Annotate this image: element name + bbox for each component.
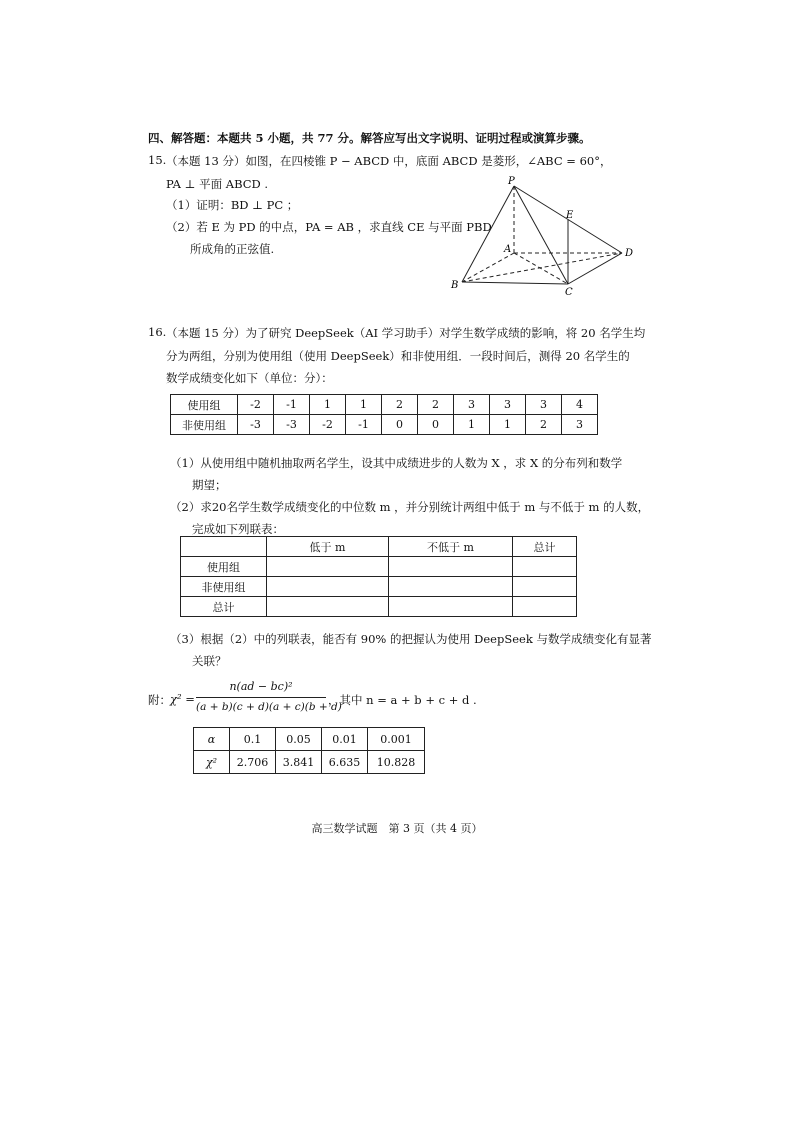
table-row	[181, 537, 577, 557]
table-cell: 3	[454, 395, 490, 415]
table-cell: 10.828	[368, 751, 425, 774]
table-cell: 2	[418, 395, 454, 415]
row-label: 非使用组	[181, 577, 267, 597]
table-header: 低于 m	[267, 537, 389, 557]
table-row	[181, 597, 577, 617]
label-E: E	[566, 210, 574, 221]
q15-part1: （1）证明：BD ⊥ PC ；	[166, 198, 299, 212]
table-cell: -1	[346, 415, 382, 435]
q16-part2-line2: 完成如下列联表：	[192, 522, 284, 536]
table-cell: 0	[418, 415, 454, 435]
table-cell: -3	[238, 415, 274, 435]
chi-square-lhs: χ² =	[170, 692, 195, 706]
label-A: A	[504, 244, 512, 255]
table-cell: 2	[382, 395, 418, 415]
table-cell	[513, 557, 577, 577]
edge-PC	[514, 186, 568, 284]
contingency-table	[180, 536, 577, 617]
table-cell: -2	[310, 415, 346, 435]
formula-numerator: n(ad − bc)²	[229, 680, 293, 693]
table-cell	[513, 597, 577, 617]
row-label: 总计	[181, 597, 267, 617]
table-cell	[513, 577, 577, 597]
table-cell: 1	[454, 415, 490, 435]
edge-BD	[462, 253, 622, 282]
chi-label: χ²	[194, 751, 230, 774]
table-cell	[389, 597, 513, 617]
table-cell: 0.1	[230, 728, 276, 751]
q16-intro-line2: 分为两组，分别为使用组（使用 DeepSeek）和非使用组．一段时间后，测得 20 名学生的	[166, 349, 630, 363]
q15-intro-line1: （本题 13 分）如图，在四棱锥 P − ABCD 中，底面 ABCD 是菱形，∠ABC = 60°，	[166, 154, 612, 168]
table-cell: 0.01	[322, 728, 368, 751]
q15-part2-line2: 所成角的正弦值.	[190, 242, 275, 256]
table-row	[171, 415, 598, 435]
table-row	[181, 557, 577, 577]
table-cell: 3	[490, 395, 526, 415]
q15-intro-line2: PA ⊥ 平面 ABCD .	[166, 177, 269, 191]
pyramid-figure	[440, 172, 640, 297]
table-cell	[181, 537, 267, 557]
table-header: 不低于 m	[389, 537, 513, 557]
formula-where: ，其中 n = a + b + c + d .	[328, 693, 477, 707]
table-cell: 3	[526, 395, 562, 415]
table-cell	[267, 577, 389, 597]
table-cell	[389, 577, 513, 597]
chi-critical-table	[193, 727, 425, 774]
table-row	[181, 577, 577, 597]
table-cell: 1	[346, 395, 382, 415]
q16-intro-line1: （本题 15 分）为了研究 DeepSeek（AI 学习助手）对学生数学成绩的影响，将 20 名学生均	[166, 326, 646, 340]
table-cell: -1	[274, 395, 310, 415]
table-cell: 0.001	[368, 728, 425, 751]
label-P: P	[508, 176, 515, 187]
fraction-bar	[196, 697, 326, 698]
table-cell: 2	[526, 415, 562, 435]
label-C: C	[565, 287, 573, 297]
q15-number: 15.	[148, 153, 167, 167]
edge-BC	[462, 282, 568, 284]
table-cell	[267, 597, 389, 617]
table-header: 总计	[513, 537, 577, 557]
table-cell: 2.706	[230, 751, 276, 774]
table-cell: 0	[382, 415, 418, 435]
table-cell	[267, 557, 389, 577]
q15-part2-line1: （2）若 E 为 PD 的中点，PA = AB ，求直线 CE 与平面 PBD	[166, 220, 492, 234]
label-B: B	[451, 280, 459, 291]
table-row	[194, 728, 425, 751]
table-row	[171, 395, 598, 415]
q16-part1-line1: （1）从使用组中随机抽取两名学生，设其中成绩进步的人数为 X ，求 X 的分布列和数学	[170, 456, 623, 470]
q16-intro-line3: 数学成绩变化如下（单位：分）：	[166, 371, 333, 385]
q16-part1-line2: 期望；	[192, 478, 227, 492]
row-label: 非使用组	[171, 415, 238, 435]
table-cell: 3.841	[276, 751, 322, 774]
q16-part3-line2: 关联？	[192, 654, 227, 668]
table-cell	[389, 557, 513, 577]
row-label: 使用组	[181, 557, 267, 577]
page-footer: 高三数学试题 第 3 页（共 4 页）	[311, 822, 483, 835]
score-change-table	[170, 394, 598, 435]
label-D: D	[625, 248, 634, 259]
table-cell: -2	[238, 395, 274, 415]
section-heading: 四、解答题：本题共 5 小题，共 77 分。解答应写出文字说明、证明过程或演算步骤。	[148, 131, 591, 145]
q16-part2-line1: （2）求20名学生数学成绩变化的中位数 m ，并分别统计两组中低于 m 与不低于 m 的人数，	[170, 500, 650, 514]
row-label: 使用组	[171, 395, 238, 415]
formula-denominator: (a + b)(c + d)(a + c)(b + d)	[196, 701, 342, 713]
table-row	[194, 751, 425, 774]
table-cell: 6.635	[322, 751, 368, 774]
table-cell: -3	[274, 415, 310, 435]
q16-number: 16.	[148, 325, 167, 339]
table-cell: 3	[562, 415, 598, 435]
table-cell: 1	[310, 395, 346, 415]
table-cell: 1	[490, 415, 526, 435]
q16-part3-line1: （3）根据（2）中的列联表，能否有 90% 的把握认为使用 DeepSeek 与数学成绩变化有显著	[170, 632, 652, 646]
table-cell: 4	[562, 395, 598, 415]
table-cell: 0.05	[276, 728, 322, 751]
alpha-label: α	[194, 728, 230, 751]
appendix-label: 附：	[148, 693, 171, 707]
